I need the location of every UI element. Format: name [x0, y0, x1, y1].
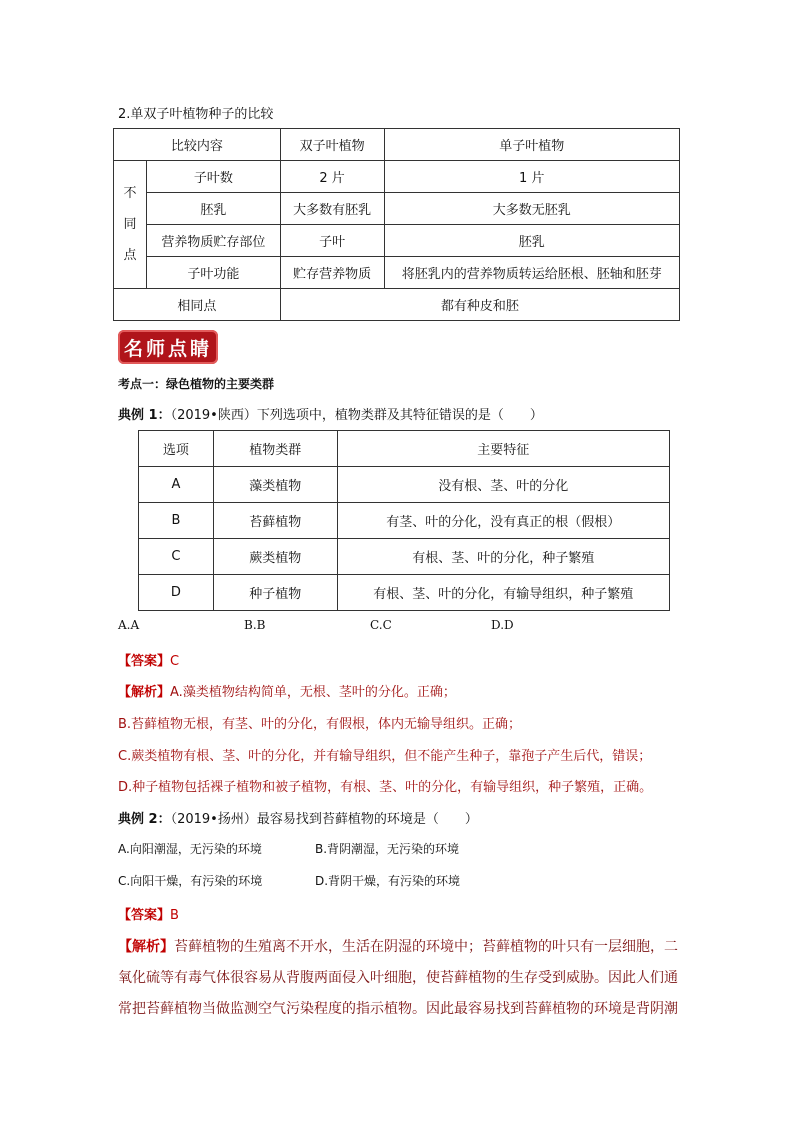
header-cell: 主要特征: [337, 431, 669, 467]
table-cell: 种子植物: [213, 575, 337, 611]
table-cell: 贮存营养物质: [280, 257, 384, 289]
table-cell: 藻类植物: [213, 467, 337, 503]
header-cell: 双子叶植物: [280, 129, 384, 161]
analysis-label: 【解析】: [118, 939, 174, 955]
answer-label: 【答案】: [118, 908, 171, 923]
table-cell: 1 片: [384, 161, 679, 193]
table-row: [139, 467, 670, 503]
table-row: [114, 225, 680, 257]
table-cell: 蕨类植物: [213, 539, 337, 575]
example2-analysis-line: [118, 936, 678, 956]
option-a: A.A: [118, 618, 140, 632]
example1-analysis-line: B.苔藓植物无根，有茎、叶的分化，有假根，体内无输导组织。正确；: [118, 717, 522, 732]
table-cell: 有茎、叶的分化，没有真正的根（假根）: [337, 503, 669, 539]
header-cell: 单子叶植物: [384, 129, 679, 161]
table-row: [114, 161, 680, 193]
option-c: C.C: [370, 618, 392, 632]
example1-text: （2019•陕西）下列选项中，植物类群及其特征错误的是（ ）: [170, 408, 543, 423]
example2-question: [118, 808, 478, 827]
option-c: C.向阳干燥，有污染的环境: [118, 874, 263, 888]
analysis-label: 【解析】: [118, 685, 171, 700]
example2-analysis-line: 常把苔藓植物当做监测空气污染程度的指示植物。因此最容易找到苔藓植物的环境是背阴潮: [118, 1001, 678, 1017]
option-b: B.B: [244, 618, 266, 632]
table-cell: 大多数无胚乳: [384, 193, 679, 225]
vertical-label-cell: [114, 161, 147, 289]
vertical-label-char: 不: [123, 186, 137, 201]
table-cell: 子叶功能: [146, 257, 280, 289]
same-value-cell: 都有种皮和胚: [280, 289, 679, 321]
same-label-cell: 相同点: [114, 289, 281, 321]
vertical-label-char: 点: [123, 248, 137, 263]
table-cell: D: [139, 575, 214, 611]
table-cell: 子叶数: [146, 161, 280, 193]
option-d: D.D: [491, 618, 514, 632]
header-cell: 植物类群: [213, 431, 337, 467]
option-a: A.向阳潮湿，无污染的环境: [118, 842, 262, 856]
example2-label: 典例 2：: [118, 812, 171, 827]
table-cell: 子叶: [280, 225, 384, 257]
header-cell: 比较内容: [114, 129, 281, 161]
table-header-row: [114, 129, 680, 161]
table-cell: 胚乳: [384, 225, 679, 257]
example2-analysis-line: 氧化硫等有毒气体很容易从背腹两面侵入叶细胞，使苔藓植物的生存受到威胁。因此人们通: [118, 970, 678, 986]
example1-analysis-line: [118, 681, 456, 700]
example1-analysis-line: C.蕨类植物有根、茎、叶的分化，并有输导组织，但不能产生种子，靠孢子产生后代，错误；: [118, 749, 652, 764]
table-row: [114, 257, 680, 289]
analysis-text: 苔藓植物的生殖离不开水，生活在阴湿的环境中；苔藓植物的叶只有一层细胞，二: [174, 939, 678, 955]
table-cell: B: [139, 503, 214, 539]
teacher-tips-badge: 名师点睛: [118, 330, 218, 364]
analysis-text: A.藻类植物结构简单，无根、茎叶的分化。正确；: [170, 685, 456, 700]
table-cell: 苔藓植物: [213, 503, 337, 539]
example2-text: （2019•扬州）最容易找到苔藓植物的环境是（ ）: [170, 812, 478, 827]
table-row: [139, 503, 670, 539]
table-row: [114, 289, 680, 321]
table-header-row: [139, 431, 670, 467]
answer-value: C: [170, 654, 180, 669]
table-cell: A: [139, 467, 214, 503]
section-title: 2.单双子叶植物种子的比较: [118, 107, 274, 122]
key-point-title: 考点一：绿色植物的主要类群: [118, 377, 275, 391]
table-cell: C: [139, 539, 214, 575]
example2-answer: [118, 904, 179, 923]
table-cell: 营养物质贮存部位: [146, 225, 280, 257]
table-cell: 将胚乳内的营养物质转运给胚根、胚轴和胚芽: [384, 257, 679, 289]
option-b: B.背阴潮湿，无污染的环境: [315, 842, 460, 856]
table-cell: 有根、茎、叶的分化，有输导组织，种子繁殖: [337, 575, 669, 611]
table-cell: 没有根、茎、叶的分化: [337, 467, 669, 503]
table-row: [139, 539, 670, 575]
option-d: D.背阴干燥，有污染的环境: [315, 874, 461, 888]
table-row: [114, 193, 680, 225]
table-row: [139, 575, 670, 611]
example1-analysis-line: D.种子植物包括裸子植物和被子植物，有根、茎、叶的分化，有输导组织，种子繁殖，正确。: [118, 780, 653, 795]
header-cell: 选项: [139, 431, 214, 467]
table-cell: 有根、茎、叶的分化，种子繁殖: [337, 539, 669, 575]
table-cell: 2 片: [280, 161, 384, 193]
example1-table: [138, 430, 670, 611]
comparison-table: [113, 128, 680, 321]
example1-label: 典例 1：: [118, 408, 171, 423]
table-cell: 胚乳: [146, 193, 280, 225]
answer-value: B: [170, 908, 179, 923]
answer-label: 【答案】: [118, 654, 171, 669]
vertical-label-char: 同: [123, 217, 137, 232]
example1-question: [118, 404, 543, 423]
example1-answer: [118, 650, 179, 669]
table-cell: 大多数有胚乳: [280, 193, 384, 225]
